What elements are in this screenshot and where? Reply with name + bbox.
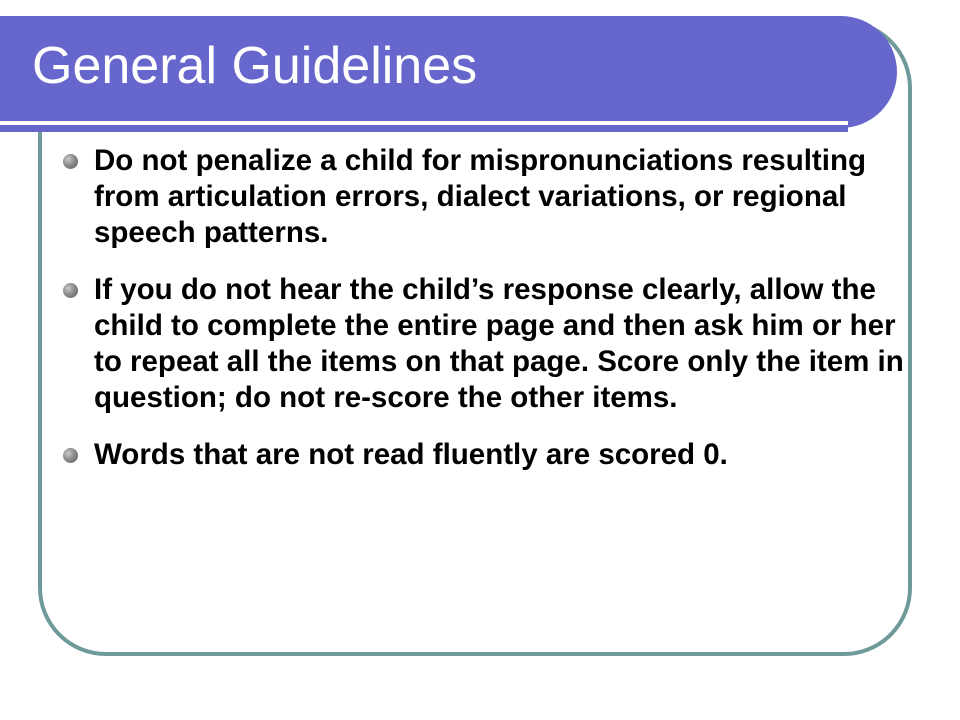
bullet-icon <box>63 448 78 463</box>
bullet-icon <box>63 283 78 298</box>
bullet-item <box>60 437 910 473</box>
title-underline <box>0 125 848 132</box>
title-underline-gap <box>0 121 848 125</box>
bullet-item <box>60 143 910 251</box>
bullet-list <box>60 143 910 494</box>
bullet-icon <box>63 154 78 169</box>
bullet-text: If you do not hear the child’s response clearly, allow the child to complete the entire page and then ask him or her to repeat all the items on that page. Score only the item in question; do not re-score the other items. <box>94 273 904 414</box>
slide-title: General Guidelines <box>32 37 478 95</box>
bullet-item <box>60 272 910 416</box>
bullet-text: Do not penalize a child for mispronunciations resulting from articulation errors, dialect variations, or regional speech patterns. <box>94 144 866 249</box>
bullet-text: Words that are not read fluently are scored 0. <box>94 438 728 471</box>
